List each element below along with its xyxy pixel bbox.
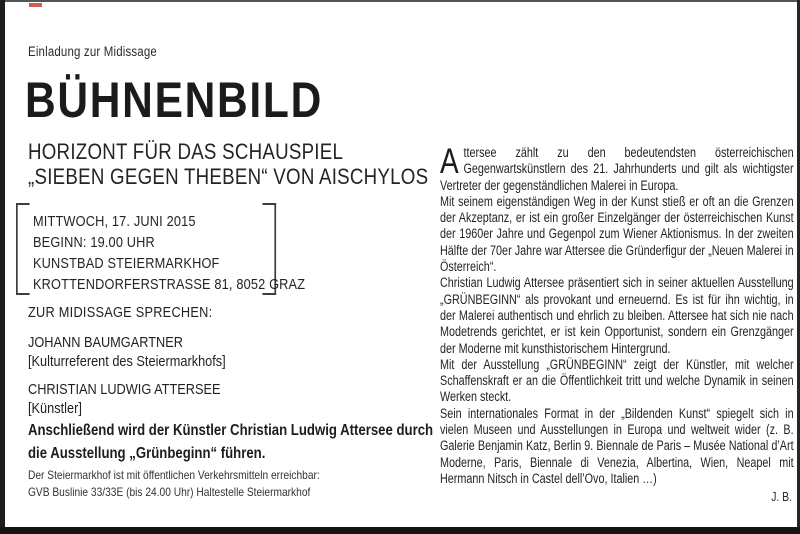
- artist-article: [440, 142, 794, 506]
- frame-border-bottom: [0, 527, 800, 534]
- frame-border-left: [0, 0, 5, 534]
- article-paragraph: Sein internationales Format in der „Bildenden Kunst“ spiegelt sich in vielen Museen und Ausstellungen in Europa und weltweit wider (z. B. Galerie Benjamin Katz, Berlin 9. Biennale de Paris – Musée National d’Art Moderne, Paris, Biennale di Venezia, Albertina, Wien, Neapel mit Hermann Nitsch in Castel dell’Ovo, Italien …): [440, 405, 794, 486]
- subtitle-line-2: „SIEBEN GEGEN THEBEN“ VON AISCHYLOS: [28, 164, 429, 189]
- subtitle-line-1: HORIZONT FÜR DAS SCHAUSPIEL: [28, 139, 344, 164]
- frame-border-top: [0, 0, 800, 2]
- event-details-box: [16, 203, 306, 295]
- article-paragraph: Mit der Ausstellung „GRÜNBEGINN“ zeigt der Künstler, mit welcher Schaffenskraft er an die Öffentlichkeit tritt und welche Dynamik in seinen Werken steckt.: [440, 356, 794, 405]
- red-scan-mark: [29, 3, 42, 7]
- author-initials: J. B.: [771, 489, 792, 505]
- speaker-name: CHRISTIAN LUDWIG ATTERSEE: [28, 381, 221, 398]
- event-time: BEGINN: 19.00 UHR: [33, 234, 155, 251]
- article-paragraph: Christian Ludwig Attersee präsentiert sich in seiner aktuellen Ausstellung „GRÜNBEGINN“ als provokant und erneuernd. Es ist für ihn wichtig, in der Malerei authentisch und ehrlich zu bleiben. Attersee hat sich nie nach Modetrends gerichtet, er ist kein Opportunist, sondern ein Grenzgänger der Moderne mit kunsthistorischem Hintergrund.: [440, 275, 794, 356]
- speaker-role: [Künstler]: [28, 400, 82, 417]
- transport-line-1: Der Steiermarkhof ist mit öffentlichen Verkehrsmitteln erreichbar:: [28, 468, 320, 482]
- event-details: [33, 211, 305, 295]
- kicker-text: Einladung zur Midissage: [28, 44, 157, 59]
- article-paragraph: Mit seinem eigenständigen Weg in der Kunst stieß er oft an die Grenzen der Akzeptanz, er ist ein großer Einzelgänger der österreichischen Kunst der 1960er Jahre und Gegenpol zum Wiener Aktionismus. In der zweiten Hälfte der 70er Jahre war Attersee die Gründerfigur der „Neuen Malerei in Österreich“.: [440, 193, 794, 275]
- event-date: MITTWOCH, 17. JUNI 2015: [33, 213, 196, 230]
- paragraph-text: ttersee zählt zu den bedeutendsten österreichischen Gegenwartskünstlern des 21. Jahrhunderts und gilt als wichtigster Vertreter der gegenständlichen Malerei in Europa.: [440, 145, 794, 193]
- announcement-text: Anschließend wird der Künstler Christian Ludwig Attersee durch die Ausstellung „Grünbeginn“ führen.: [28, 422, 434, 462]
- page-title: BÜHNENBILD: [25, 72, 323, 128]
- dropcap-letter: A: [440, 142, 459, 181]
- speaker-christian-ludwig-attersee: [28, 380, 220, 418]
- speaker-johann-baumgartner: [28, 333, 226, 371]
- subtitle: [28, 139, 428, 189]
- article-paragraph: [440, 142, 794, 194]
- event-address: KROTTENDORFERSTRASSE 81, 8052 GRAZ: [33, 276, 306, 293]
- speaker-role: [Kulturreferent des Steiermarkhofs]: [28, 353, 226, 370]
- transport-info: [28, 467, 320, 500]
- transport-line-2: GVB Buslinie 33/33E (bis 24.00 Uhr) Haltestelle Steiermarkhof: [28, 484, 311, 499]
- event-venue: KUNSTBAD STEIERMARKHOF: [33, 255, 220, 272]
- speaker-name: JOHANN BAUMGARTNER: [28, 334, 183, 351]
- speakers-heading: ZUR MIDISSAGE SPRECHEN:: [28, 304, 213, 321]
- left-bracket-icon: [16, 203, 30, 295]
